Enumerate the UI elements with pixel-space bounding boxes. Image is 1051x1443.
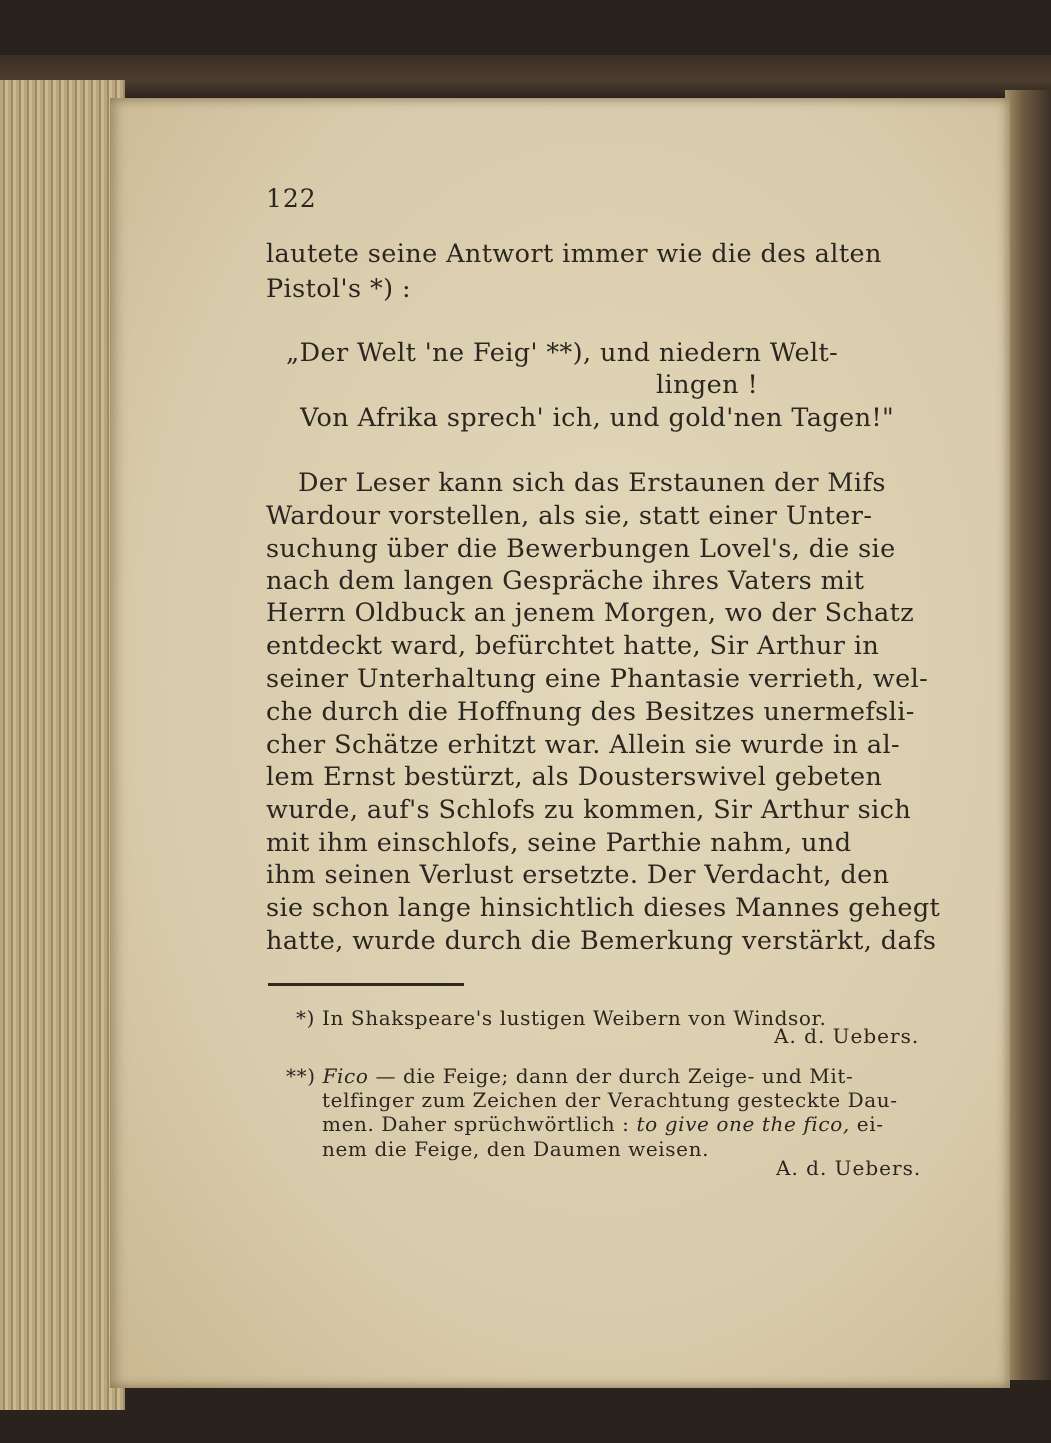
text-line: cher Schätze erhitzt war. Allein sie wurde in al- bbox=[266, 730, 901, 760]
footnote-2-line-2: telfinger zum Zeichen der Verachtung gesteckte Dau- bbox=[322, 1088, 898, 1112]
text-line: lautete seine Antwort immer wie die des alten bbox=[266, 239, 882, 269]
footnote-text: men. Daher sprüchwörtlich : bbox=[322, 1112, 637, 1136]
book-top-edge bbox=[0, 55, 1051, 97]
text-line: suchung über die Bewerbungen Lovel's, die sie bbox=[266, 534, 896, 564]
text-line: Herrn Oldbuck an jenem Morgen, wo der Schatz bbox=[266, 598, 915, 628]
footnote-2-line-3 bbox=[322, 1112, 884, 1136]
footnote-italic-phrase: to give one the fico, bbox=[636, 1112, 850, 1136]
footnote-1 bbox=[296, 1006, 826, 1030]
footnote-text: — die Feige; dann der durch Zeige- und Mit- bbox=[368, 1064, 854, 1088]
text-line: che durch die Hoffnung des Besitzes unermefsli- bbox=[266, 697, 915, 727]
text-line: lem Ernst bestürzt, als Dousterswivel gebeten bbox=[266, 762, 883, 792]
text-line: mit ihm einschlofs, seine Parthie nahm, und bbox=[266, 828, 852, 858]
footnote-text: In Shakspeare's lustigen Weibern von Windsor. bbox=[321, 1006, 827, 1030]
verse-line: Von Afrika sprech' ich, und gold'nen Tagen!" bbox=[300, 403, 895, 433]
facing-page-edge bbox=[1005, 90, 1051, 1380]
footnote-2-line-4: nem die Feige, den Daumen weisen. bbox=[322, 1137, 710, 1161]
footnote-signature: A. d. Uebers. bbox=[774, 1024, 920, 1048]
text-line: nach dem langen Gespräche ihres Vaters mit bbox=[266, 566, 865, 596]
footnote-text: ei- bbox=[849, 1112, 884, 1136]
page-number: 122 bbox=[266, 184, 317, 213]
book-page bbox=[110, 98, 1010, 1388]
text-line: sie schon lange hinsichtlich dieses Mannes gehegt bbox=[266, 893, 941, 923]
footnote-marker: *) bbox=[296, 1006, 316, 1030]
footnote-2-line-1 bbox=[286, 1064, 853, 1088]
text-line: entdeckt ward, befürchtet hatte, Sir Arthur in bbox=[266, 631, 880, 661]
footnote-rule bbox=[268, 983, 464, 986]
text-line: Der Leser kann sich das Erstaunen der Mifs bbox=[298, 468, 886, 498]
footnote-marker: **) bbox=[286, 1064, 316, 1088]
text-line: ihm seinen Verlust ersetzte. Der Verdacht, den bbox=[266, 860, 890, 890]
verse-line: „Der Welt 'ne Feig' **), und niedern Welt- bbox=[286, 338, 839, 368]
text-line: wurde, auf's Schlofs zu kommen, Sir Arthur sich bbox=[266, 795, 912, 825]
verse-line: lingen ! bbox=[656, 370, 759, 400]
footnote-italic-term: Fico bbox=[322, 1064, 369, 1088]
book-fore-edge bbox=[0, 80, 125, 1410]
text-line: hatte, wurde durch die Bemerkung verstärkt, dafs bbox=[266, 926, 937, 956]
text-line: seiner Unterhaltung eine Phantasie verrieth, wel- bbox=[266, 664, 929, 694]
footnote-signature: A. d. Uebers. bbox=[776, 1156, 922, 1180]
text-line: Pistol's *) : bbox=[266, 274, 411, 304]
text-line: Wardour vorstellen, als sie, statt einer Unter- bbox=[266, 501, 873, 531]
